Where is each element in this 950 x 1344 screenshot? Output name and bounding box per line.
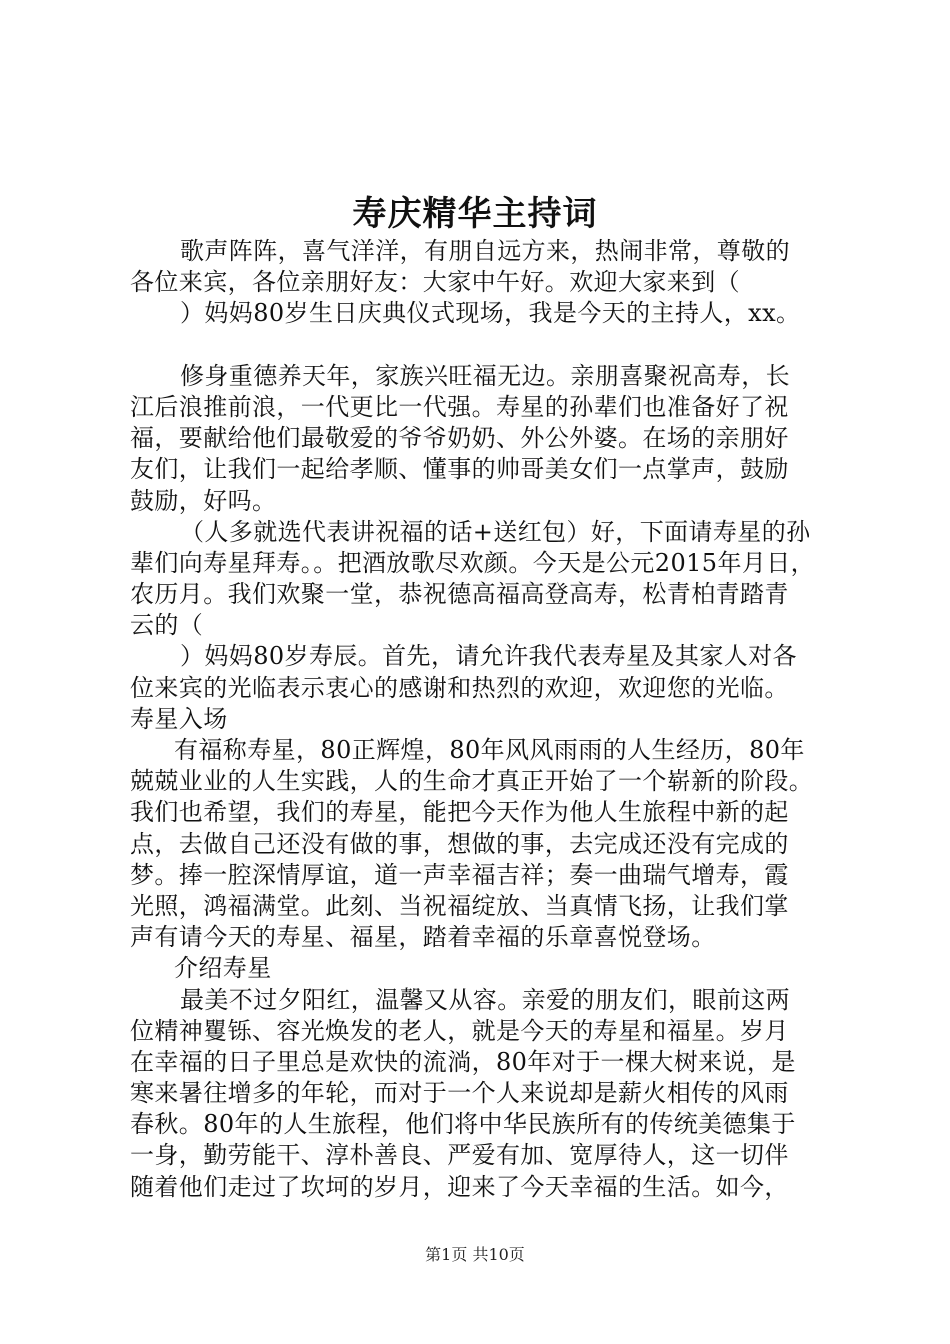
text-line: 寒来暑往增多的年轮，而对于一个人来说却是薪火相传的风雨: [130, 1079, 789, 1108]
text-line: （人多就选代表讲祝福的话+送红包）好，下面请寿星的孙: [180, 517, 811, 546]
page-footer: 第1页 共10页: [425, 1245, 525, 1264]
text-line: 修身重德养天年，家族兴旺福无边。亲朋喜聚祝高寿，长: [180, 361, 790, 390]
text-line: 兢兢业业的人生实践，人的生命才真正开始了一个崭新的阶段。: [130, 767, 814, 796]
blank-line: [130, 330, 835, 361]
document-title: 寿庆精华主持词: [352, 194, 598, 234]
text-line: 有福称寿星，80正辉煌，80年风风雨雨的人生经历，80年: [174, 736, 805, 764]
text-line: 福，要献给他们最敬爱的爷爷奶奶、外公外婆。在场的亲朋好: [130, 424, 789, 453]
section-heading: 寿星入场: [130, 704, 228, 733]
text-line: 友们，让我们一起给孝顺、懂事的帅哥美女们一点掌声，鼓励: [130, 455, 789, 484]
section-heading: 介绍寿星: [174, 954, 272, 983]
text-line: 位精神矍铄、容光焕发的老人，就是今天的寿星和福星。岁月: [130, 1016, 789, 1045]
text-line: 春秋。80年的人生旅程，他们将中华民族所有的传统美德集于: [130, 1110, 796, 1139]
text-line: 江后浪推前浪，一代更比一代强。寿星的孙辈们也准备好了祝: [130, 392, 789, 421]
text-line: 一身，勤劳能干、淳朴善良、严爱有加、宽厚待人，这一切伴: [130, 1141, 789, 1170]
text-line: 声有请今天的寿星、福星，踏着幸福的乐章喜悦登场。: [130, 923, 716, 952]
text-line: 随着他们走过了坎坷的岁月，迎来了今天幸福的生活。如今，: [130, 1172, 789, 1201]
text-line: 梦。捧一腔深情厚谊，道一声幸福吉祥；奏一曲瑞气增寿，霞: [130, 860, 789, 889]
text-line: ）妈妈80岁生日庆典仪式现场，我是今天的主持人，xx。: [180, 299, 801, 328]
text-line: 最美不过夕阳红，温馨又从容。亲爱的朋友们，眼前这两: [180, 985, 790, 1014]
text-line: 辈们向寿星拜寿。。把酒放歌尽欢颜。今天是公元2015年月日，: [130, 548, 816, 577]
text-line: 各位来宾，各位亲朋好友：大家中午好。欢迎大家来到（: [130, 268, 740, 297]
text-line: 位来宾的光临表示衷心的感谢和热烈的欢迎，欢迎您的光临。: [130, 673, 789, 702]
text-line: 在幸福的日子里总是欢快的流淌，80年对于一棵大树来说，是: [130, 1047, 796, 1076]
document-body: [130, 236, 835, 1203]
text-line: 歌声阵阵，喜气洋洋，有朋自远方来，热闹非常，尊敬的: [180, 237, 790, 265]
text-line: 云的（: [130, 611, 204, 640]
text-line: 光照，鸿福满堂。此刻、当祝福绽放、当真情飞扬，让我们掌: [130, 891, 789, 920]
text-line: 鼓励，好吗。: [130, 486, 277, 515]
text-line: 农历月。我们欢聚一堂，恭祝德高福高登高寿，松青柏青踏青: [130, 580, 789, 609]
text-line: 点，去做自己还没有做的事，想做的事，去完成还没有完成的: [130, 829, 789, 858]
text-line: 我们也希望，我们的寿星，能把今天作为他人生旅程中新的起: [130, 798, 789, 827]
text-line: ）妈妈80岁寿辰。首先，请允许我代表寿星及其家人对各: [180, 642, 797, 671]
